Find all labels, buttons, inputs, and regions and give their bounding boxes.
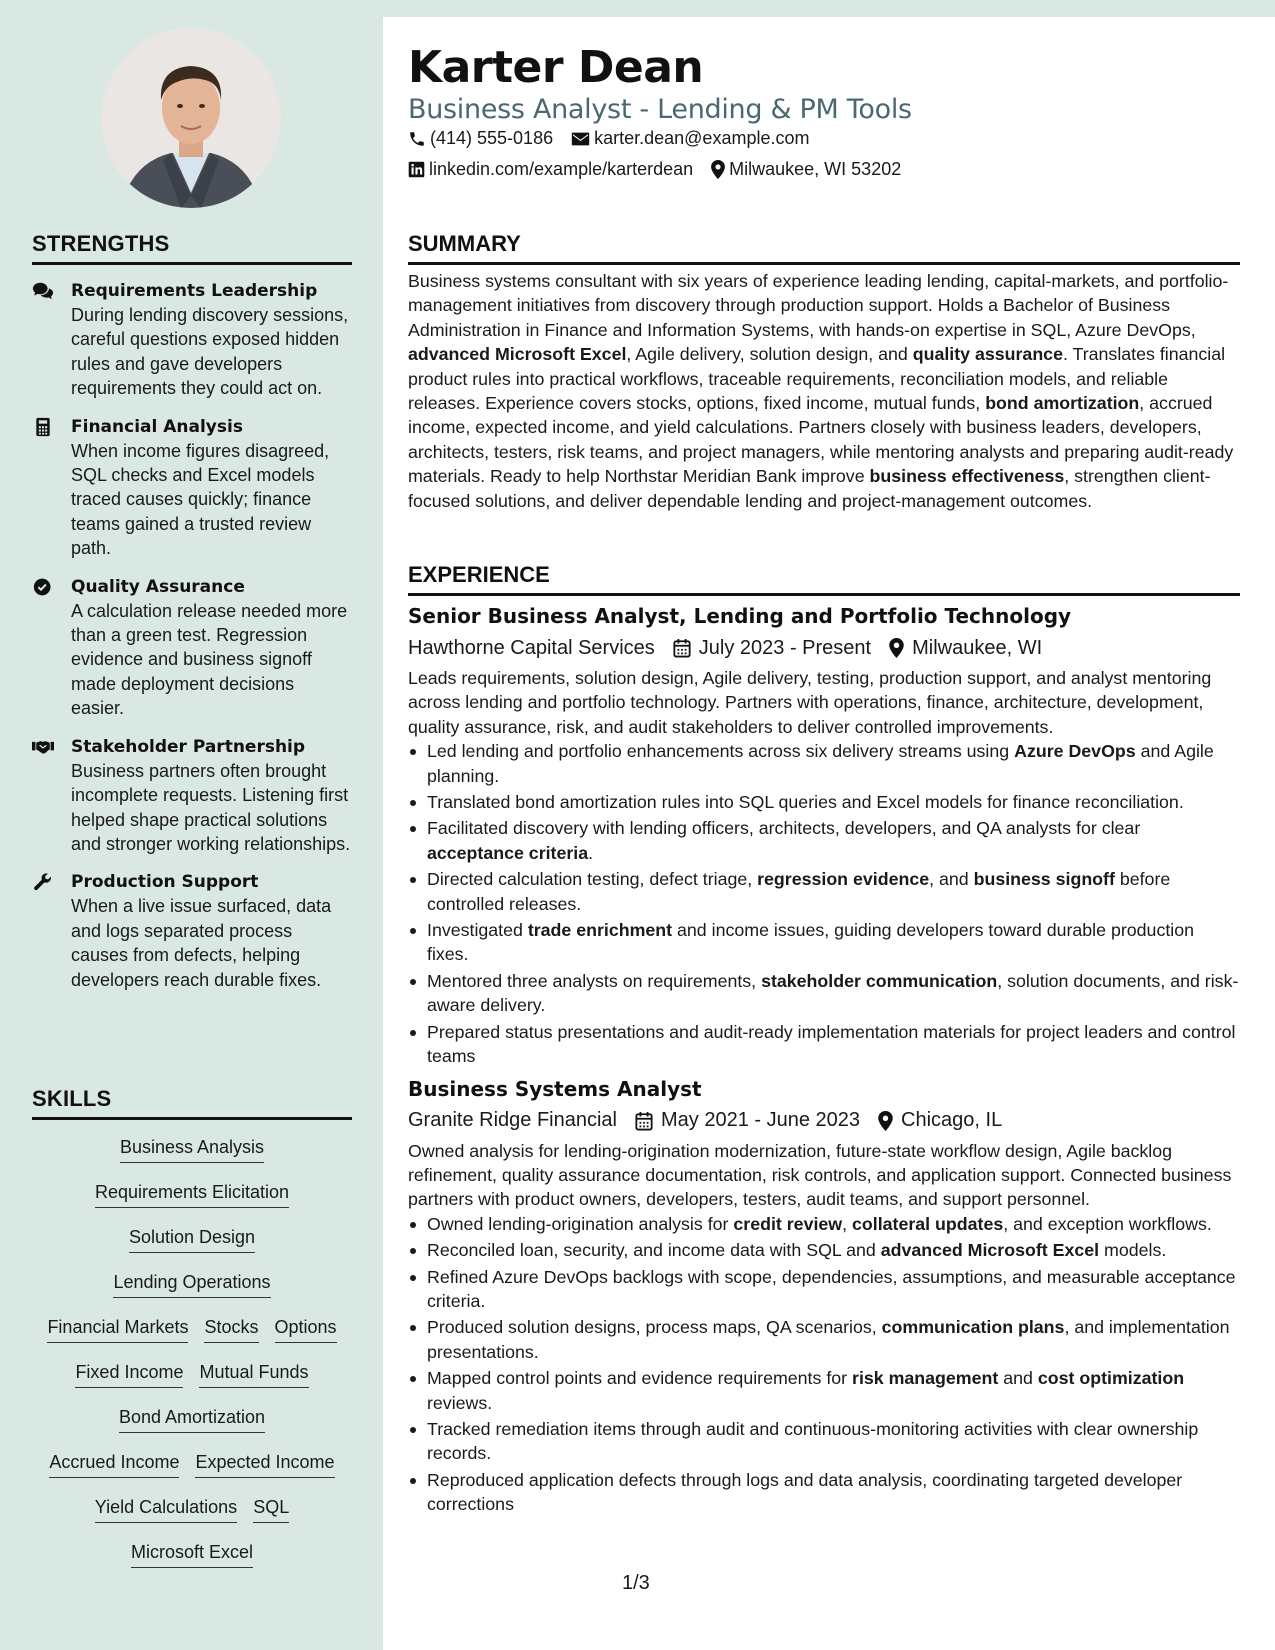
strength-item [32, 575, 352, 721]
bold-text: trade enrichment [527, 920, 673, 941]
bold-text: business signoff [973, 869, 1115, 890]
bold-text: advanced Microsoft Excel [408, 344, 627, 365]
job-bullets [408, 1212, 1240, 1517]
email-text[interactable]: karter.dean@example.com [594, 128, 810, 148]
bullet-item [408, 969, 1240, 1018]
bullet-item [408, 1265, 1240, 1314]
skill-row [32, 1175, 352, 1220]
text-run: Prepared status presentations and audit-ready implementation materials for project leaders and control teams [427, 1021, 1236, 1067]
strength-title: Quality Assurance [71, 576, 245, 597]
bold-text: quality assurance [912, 344, 1063, 365]
bullet-item [408, 739, 1240, 788]
location-text: Milwaukee, WI 53202 [729, 159, 902, 179]
job-meta [408, 1107, 1240, 1135]
text-run: , Agile delivery, solution design, and [626, 344, 913, 365]
strength-desc: When a live issue surfaced, data and logs separated process causes from defects, helping developers reach durable fixes. [71, 896, 332, 990]
job-dates: May 2021 - June 2023 [661, 1109, 861, 1131]
summary-section [408, 231, 1240, 513]
skill-tag: Expected Income [195, 1451, 334, 1478]
job-bullets [408, 739, 1240, 1068]
map-pin-icon [878, 1111, 893, 1131]
wrench-icon [32, 872, 54, 892]
email-contact[interactable] [571, 128, 809, 149]
text-run: Mentored three analysts on requirements, [427, 970, 762, 991]
text-run: Tracked remediation items through audit and continuous-monitoring activities with clear ownership records. [427, 1418, 1199, 1464]
strength-item [32, 735, 352, 857]
strengths-section [32, 231, 352, 992]
bold-text: communication plans [881, 1317, 1065, 1338]
bold-text: advanced Microsoft Excel [880, 1240, 1100, 1261]
strength-desc: Business partners often brought incomplete requests. Listening first helped shape practical solutions and stronger working relationships. [71, 760, 351, 854]
check-circle-icon [32, 577, 54, 597]
strength-title: Production Support [71, 872, 259, 893]
text-run: . Translates financial product rules into practical workflows, traceable requirements, reconciliation models, and reliable releases. Experience covers stocks, options, fixed income, mutual funds, [408, 344, 1226, 414]
job-location: Milwaukee, WI [912, 636, 1043, 659]
bold-text: cost optimization [1037, 1368, 1185, 1389]
calendar-icon [635, 1111, 653, 1131]
bold-text: regression evidence [757, 869, 930, 890]
text-run: , and exception workflows. [1003, 1213, 1212, 1234]
candidate-name: Karter Dean [408, 42, 704, 93]
strength-title: Financial Analysis [71, 416, 243, 437]
text-run: . [588, 842, 594, 863]
skill-tag: Accrued Income [49, 1451, 179, 1478]
text-run: reviews. [427, 1392, 493, 1413]
job-title: Senior Business Analyst, Lending and Portfolio Technology [408, 604, 1072, 628]
job-meta [408, 634, 1240, 662]
job-summary: Leads requirements, solution design, Agile delivery, testing, production support, and analyst mentoring across lending and portfolio technology. Partners with operations, finance, architecture, development, quality assurance, risk, and audit stakeholders to deliver controlled improvements. [408, 668, 1212, 737]
contact-row-2 [408, 159, 919, 180]
profile-photo [101, 28, 281, 208]
bold-text: Azure DevOps [1014, 741, 1136, 762]
text-run: Refined Azure DevOps backlogs with scope, dependencies, assumptions, and measurable acceptance criteria. [427, 1266, 1236, 1311]
calendar-icon [673, 638, 691, 658]
phone-text: (414) 555-0186 [430, 128, 554, 148]
job-company: Granite Ridge Financial [408, 1109, 617, 1131]
bold-text: acceptance criteria [427, 842, 589, 863]
skill-tag: Mutual Funds [199, 1361, 308, 1388]
strength-item [32, 870, 352, 992]
bold-text: collateral updates [852, 1213, 1004, 1234]
skill-tag: Options [275, 1316, 337, 1343]
skills-title: SKILLS [32, 1086, 352, 1120]
text-run: Mapped control points and evidence requirements for [427, 1368, 853, 1389]
bullet-item [408, 790, 1240, 814]
text-run: , [842, 1213, 853, 1234]
phone-icon [408, 130, 426, 148]
strengths-title: STRENGTHS [32, 231, 352, 265]
skill-row [32, 1130, 352, 1175]
text-run: Reconciled loan, security, and income data with SQL and [427, 1240, 881, 1261]
skill-tag: Business Analysis [120, 1136, 264, 1163]
experience-title: EXPERIENCE [408, 562, 1240, 596]
bold-text: credit review [733, 1213, 843, 1234]
bullet-item [408, 1366, 1240, 1415]
skill-tag: SQL [253, 1496, 289, 1523]
bold-text: business effectiveness [869, 466, 1065, 487]
linkedin-text[interactable]: linkedin.com/example/karterdean [429, 159, 694, 179]
skill-tag: Financial Markets [47, 1316, 188, 1343]
summary-text [408, 269, 1240, 513]
text-run: , and implementation presentations. [427, 1317, 1230, 1362]
text-run: and income issues, guiding developers toward durable production fixes. [427, 920, 1195, 965]
experience-section [408, 562, 1240, 1519]
text-run: Facilitated discovery with lending officers, architects, developers, and QA analysts for clear [427, 818, 1141, 839]
map-pin-icon [711, 160, 725, 179]
strength-desc: During lending discovery sessions, careful questions exposed hidden rules and gave developers requirements they could act on. [71, 305, 349, 399]
skill-row [32, 1265, 352, 1310]
bullet-item [408, 1020, 1240, 1069]
text-run: Reproduced application defects through logs and data analysis, coordinating targeted developer corrections [427, 1469, 1183, 1515]
bullet-item [408, 918, 1240, 967]
job-company: Hawthorne Capital Services [408, 636, 655, 659]
skill-tag: Stocks [204, 1316, 258, 1343]
page-number: 1/3 [622, 1572, 650, 1594]
skill-tag: Microsoft Excel [131, 1541, 253, 1568]
comments-icon [32, 281, 54, 301]
strength-item [32, 415, 352, 561]
job-dates-wrap [635, 1109, 860, 1132]
text-run: before controlled releases. [427, 869, 1171, 914]
skill-tag: Requirements Elicitation [95, 1181, 289, 1208]
skill-row [32, 1535, 352, 1580]
skill-row [32, 1445, 352, 1490]
skill-tag: Lending Operations [113, 1271, 270, 1298]
location-contact [711, 159, 901, 180]
bold-text: stakeholder communication [761, 970, 998, 991]
linkedin-icon [408, 161, 425, 178]
job-entry [408, 1077, 1240, 1517]
job-dates-wrap [673, 637, 871, 660]
skill-row [32, 1355, 352, 1400]
job-location-wrap [878, 1109, 1002, 1132]
job-summary: Owned analysis for lending-origination modernization, future-state workflow design, Agile backlog refinement, quality assurance documentation, risk controls, and application support. Connected business partners with product owners, developers, testers, audit teams, and support personnel. [408, 1140, 1232, 1210]
text-run: Led lending and portfolio enhancements across six delivery streams using [427, 741, 1015, 762]
skill-tag: Bond Amortization [119, 1406, 265, 1433]
candidate-role: Business Analyst - Lending & PM Tools [408, 94, 912, 125]
text-run: Business systems consultant with six years of experience leading lending, capital-markets, and portfolio-management initiatives from discovery through production support. Holds a Bachelor of Business Administration in Finance and Information Systems, with hands-on expertise in SQL, Azure DevOps, [408, 271, 1229, 340]
text-run: Produced solution designs, process maps, QA scenarios, [427, 1317, 882, 1338]
skill-tag: Yield Calculations [95, 1496, 237, 1523]
bullet-item [408, 816, 1240, 865]
text-run: , solution documents, and risk-aware delivery. [427, 970, 1239, 1016]
phone-contact [408, 128, 553, 149]
bold-text: bond amortization [985, 393, 1140, 414]
text-run: , strengthen client-focused solutions, and deliver dependable lending and project-management outcomes. [408, 466, 1211, 511]
bullet-item [408, 1315, 1240, 1364]
text-run: and [998, 1368, 1038, 1389]
summary-title: SUMMARY [408, 231, 1240, 265]
linkedin-contact[interactable] [408, 159, 693, 180]
text-run: , and [929, 869, 974, 890]
bullet-item [408, 867, 1240, 916]
text-run: , accrued income, expected income, and yield calculations. Partners closely with business leaders, developers, architects, testers, risk teams, and project managers, while mentoring analysts and preparing audit-ready materials. Ready to help Northstar Meridian Bank improve [408, 393, 1234, 487]
strength-desc: When income figures disagreed, SQL checks and Excel models traced causes quickly; finance teams gained a trusted review path. [71, 440, 330, 559]
text-run: models. [1099, 1240, 1167, 1261]
text-run: Owned lending-origination analysis for [427, 1213, 734, 1234]
bullet-item [408, 1212, 1240, 1236]
skill-tag: Fixed Income [75, 1361, 183, 1388]
text-run: Directed calculation testing, defect triage, [427, 869, 758, 890]
strength-title: Stakeholder Partnership [71, 736, 306, 757]
skill-row [32, 1400, 352, 1445]
skills-section [32, 1086, 352, 1580]
calculator-icon [32, 417, 54, 437]
bullet-item [408, 1468, 1240, 1517]
text-run: Translated bond amortization rules into SQL queries and Excel models for finance reconciliation. [427, 792, 1184, 813]
map-pin-icon [889, 638, 904, 658]
skill-row [32, 1310, 352, 1355]
job-location-wrap [889, 637, 1042, 660]
job-entry [408, 604, 1240, 1069]
bullet-item [408, 1238, 1240, 1262]
text-run: and Agile planning. [427, 741, 1214, 786]
skill-row [32, 1490, 352, 1535]
envelope-icon [571, 131, 590, 147]
contact-row-1 [408, 128, 827, 149]
strength-title: Requirements Leadership [71, 281, 318, 301]
job-title: Business Systems Analyst [408, 1076, 702, 1101]
strength-desc: A calculation release needed more than a green test. Regression evidence and business signoff made deployment decisions easier. [71, 600, 348, 719]
handshake-icon [32, 737, 54, 757]
skill-tag: Solution Design [129, 1226, 255, 1253]
strength-item [32, 279, 352, 401]
job-location: Chicago, IL [901, 1109, 1003, 1131]
skill-row [32, 1220, 352, 1265]
skills-list [32, 1130, 352, 1580]
bold-text: risk management [852, 1368, 999, 1389]
text-run: Investigated [427, 920, 528, 941]
job-dates: July 2023 - Present [698, 636, 872, 659]
bullet-item [408, 1417, 1240, 1466]
